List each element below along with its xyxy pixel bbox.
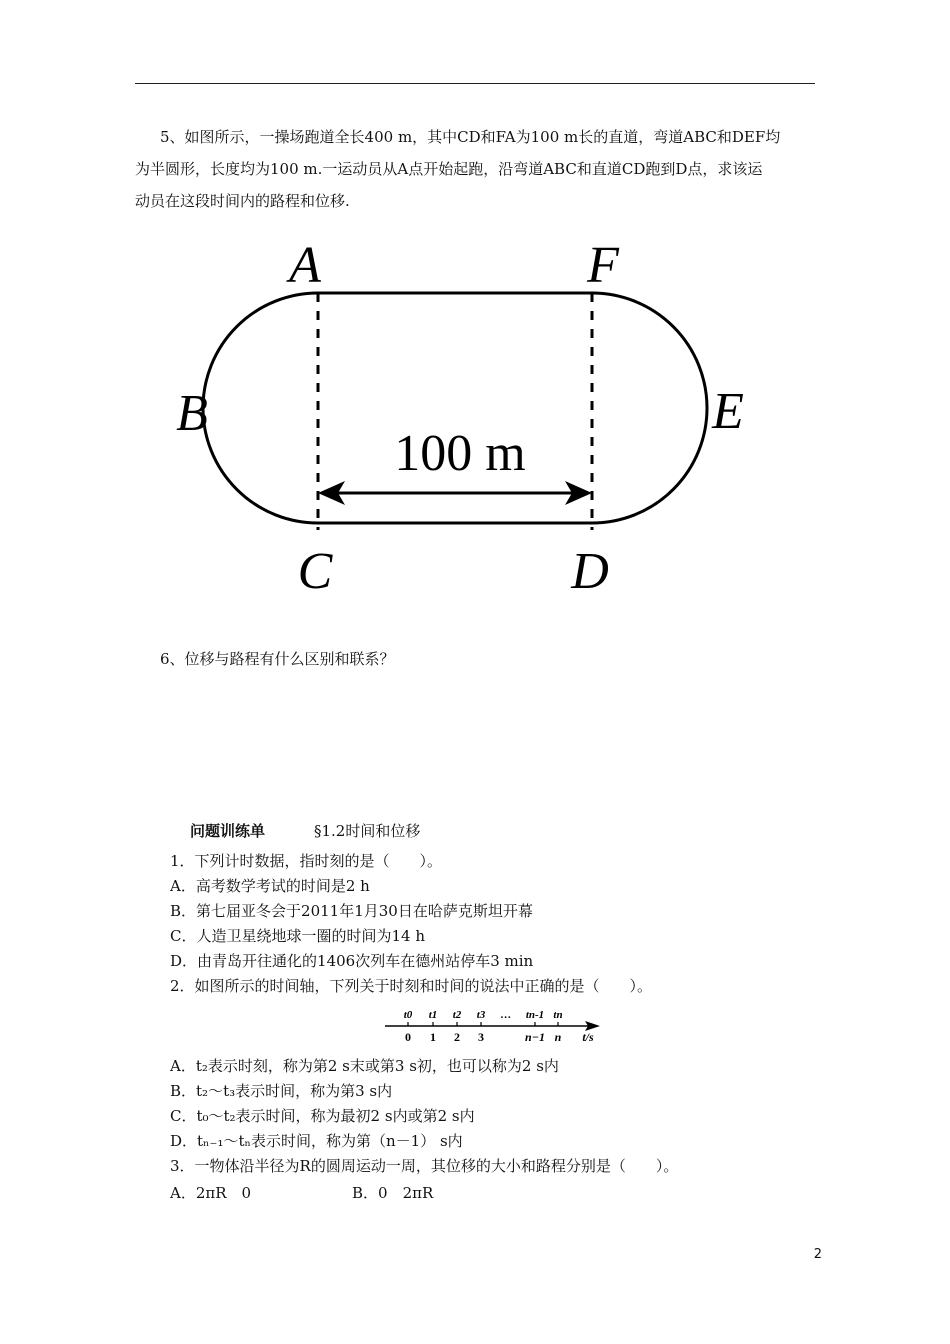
timeline-bottom-label: 3 (478, 1030, 484, 1044)
timeline-bottom-label: n−1 (525, 1030, 545, 1044)
label-d: D (571, 543, 609, 600)
q2-option-c: C．t₀～t₂表示时间，称为最初2 s内或第2 s内 (170, 1107, 475, 1125)
q1-stem: 1．下列计时数据，指时刻的是（ ）。 (170, 852, 443, 870)
distance-label: 100 m (394, 425, 526, 482)
q3-option-a: A．2πR 0 (170, 1184, 252, 1202)
timeline-top-label: t0 (403, 1009, 413, 1021)
running-track-diagram (0, 230, 950, 630)
label-b: B (176, 385, 208, 442)
q2-option-d: D．tₙ₋₁～tₙ表示时间，称为第（n－1） s内 (170, 1132, 463, 1150)
training-section: §1.2时间和位移 (314, 822, 421, 840)
header-rule (135, 83, 815, 84)
timeline-top-label: t1 (428, 1009, 438, 1021)
q5-line-1: 5、如图所示，一操场跑道全长400 m，其中CD和FA为100 m长的直道，弯道ABC和DEF均 (160, 128, 781, 146)
q3-option-b: B．0 2πR (352, 1184, 434, 1202)
track-outline (203, 293, 707, 523)
q1-option-b: B．第七届亚冬会于2011年1月30日在哈萨克斯坦开幕 (170, 902, 533, 920)
label-a: A (289, 237, 321, 294)
page-number: 2 (813, 1247, 822, 1262)
timeline-bottom-label: n (554, 1030, 562, 1044)
training-heading: 问题训练单 (190, 822, 266, 840)
timeline-top-label: t2 (452, 1009, 462, 1021)
time-axis-diagram (380, 1004, 610, 1044)
q2-option-b: B．t₂～t₃表示时间，称为第3 s内 (170, 1082, 393, 1100)
q3-stem: 3．一物体沿半径为R的圆周运动一周，其位移的大小和路程分别是（ ）。 (170, 1157, 679, 1175)
timeline-bottom-label: 1 (430, 1030, 436, 1044)
timeline-top-label: t3 (476, 1009, 486, 1021)
q6-text: 6、位移与路程有什么区别和联系？ (160, 650, 395, 668)
timeline-axis-label: t/s (582, 1030, 594, 1044)
q2-stem: 2．如图所示的时间轴，下列关于时刻和时间的说法中正确的是（ ）。 (170, 977, 653, 995)
q5-line-2: 为半圆形，长度均为100 m.一运动员从A点开始起跑，沿弯道ABC和直道CD跑到D点，求该运 (135, 160, 763, 178)
timeline-bottom-label: 0 (405, 1030, 411, 1044)
q2-option-a: A．t₂表示时刻，称为第2 s末或第3 s初，也可以称为2 s内 (170, 1057, 559, 1075)
q1-option-a: A．高考数学考试的时间是2 h (170, 877, 370, 895)
timeline-top-label: … (500, 1009, 512, 1021)
q1-option-c: C．人造卫星绕地球一圈的时间为14 h (170, 927, 425, 945)
label-e: E (712, 383, 744, 440)
timeline-bottom-label: 2 (454, 1030, 460, 1044)
label-c: C (297, 543, 333, 600)
q1-option-d: D．由青岛开往通化的1406次列车在德州站停车3 min (170, 952, 534, 970)
label-f: F (587, 237, 619, 294)
timeline-top-label: tn-1 (525, 1009, 545, 1021)
timeline-top-label: tn (553, 1009, 563, 1021)
q5-line-3: 动员在这段时间内的路程和位移. (135, 192, 350, 210)
